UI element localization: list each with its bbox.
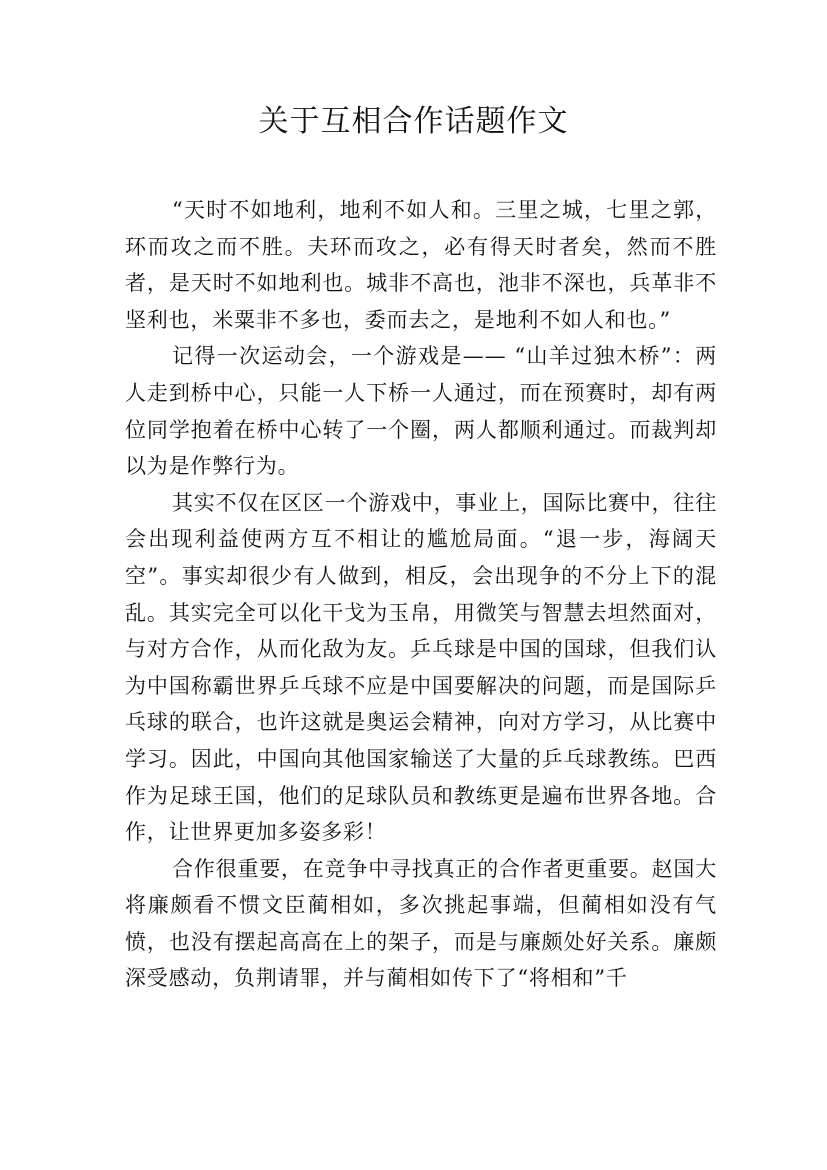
paragraph-4: 合作很重要，在竞争中寻找真正的合作者更重要。赵国大将廉颇看不惯文臣蔺相如，多次挑起事端，但蔺相如没有气愤，也没有摆起高高在上的架子，而是与廉颇处好关系。廉颇深受感动，负荆请罪，并与蔺相如传下了“将相和”千	[125, 856, 717, 991]
paragraph-3: 其实不仅在区区一个游戏中，事业上，国际比赛中，往往会出现利益使两方互不相让的尴尬局面。“退一步，海阔天空”。事实却很少有人做到，相反，会出现争的不分上下的混乱。其实完全可以化干戈为玉帛，用微笑与智慧去坦然面对，与对方合作，从而化敌为友。乒乓球是中国的国球，但我们认为中国称霸世界乒乓球不应是中国要解决的问题，而是国际乒乓球的联合，也许这就是奥运会精神，向对方学习，从比赛中学习。因此，中国向其他国家输送了大量的乒乓球教练。巴西作为足球王国，他们的足球队员和教练更是遍布世界各地。合作，让世界更加多姿多彩！	[125, 490, 717, 845]
paragraph-1: “天时不如地利，地利不如人和。三里之城，七里之郭，环而攻之而不胜。夫环而攻之，必有得天时者矣，然而不胜者，是天时不如地利也。城非不高也，池非不深也，兵革非不坚利也，米粟非不多也，委而去之，是地利不如人和也。”	[125, 198, 717, 332]
paragraph-2: 记得一次运动会，一个游戏是—— “山羊过独木桥”：两人走到桥中心，只能一人下桥一人通过，而在预赛时，却有两位同学抱着在桥中心转了一个圈，两人都顺利通过。而裁判却以为是作弊行为。	[125, 344, 717, 479]
document-body	[125, 192, 717, 997]
document-title: 关于互相合作话题作文	[258, 104, 569, 139]
